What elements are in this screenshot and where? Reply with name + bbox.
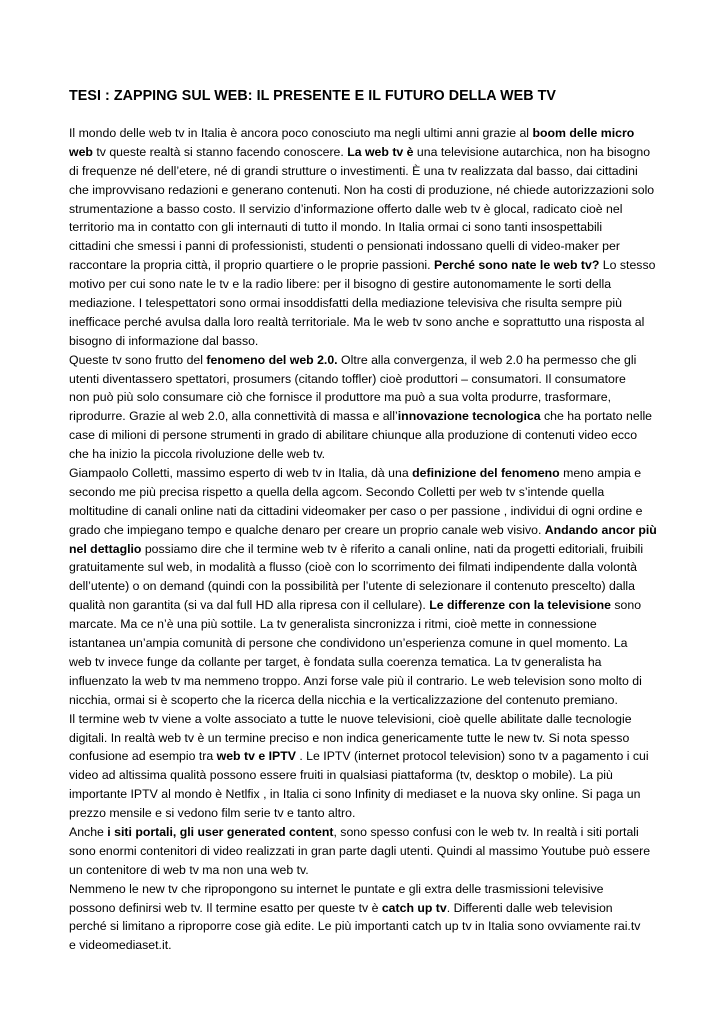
text-line (69, 275, 659, 294)
text-line (69, 162, 659, 181)
text-run: importante IPTV al mondo è Netlfix , in Italia ci sono Infinity di mediaset e la nuova sky online. Si paga un (69, 787, 641, 802)
text-run: che ha portato nelle (540, 409, 653, 424)
text-run: . Differenti dalle web television (446, 900, 613, 915)
text-run: secondo me più precisa rispetto a quella della agcom. Secondo Colletti per web tv s’intende quella (69, 484, 605, 499)
text-line (69, 502, 659, 521)
text-run: Il mondo delle web tv in Italia è ancora poco conosciuto ma negli ultimi anni grazie al (69, 126, 533, 140)
text-line (69, 615, 659, 634)
bold-text: i siti portali, gli user generated content (107, 824, 334, 839)
text-run: utenti diventassero spettatori, prosumers (citando toffler) cioè produttori – consumatori. Il consumatore (69, 371, 626, 386)
text-line (69, 445, 659, 464)
text-line (69, 332, 659, 351)
text-run: bisogno di informazione dal basso. (69, 333, 259, 348)
bold-text: innovazione tecnologica (397, 409, 541, 424)
text-line (69, 766, 659, 785)
text-run: , sono spesso confusi con le web tv. In realtà i siti portali (333, 824, 639, 839)
text-run: una televisione autarchica, non ha bisogno (413, 144, 651, 159)
text-run: dell’utente) o on demand (quindi con la possibilità per l’utente di selezionare il contenuto prescelto) dalla (69, 579, 636, 594)
text-run: digitali. In realtà web tv è un termine preciso e non indica genericamente tutte le new tv. Si nota spesso (69, 730, 630, 745)
bold-text: nel dettaglio (69, 541, 142, 556)
text-run: moltitudine di canali online nati da cittadini videomaker per caso o per passione , individui di ogni ordine e (69, 503, 643, 518)
text-line (69, 691, 659, 710)
text-line (69, 521, 659, 540)
text-run: prezzo mensile e si vedono film serie tv e tanto altro. (69, 806, 356, 821)
text-run: di frequenze né dell’etere, né di grandi strutture o investimenti. È una tv realizzata dal basso, dai cittadini (69, 163, 638, 178)
text-line (69, 540, 659, 559)
bold-text: catch up tv (381, 900, 447, 915)
text-run: istantanea un’ampia comunità di persone che condividono un’esperienza comune in quel momento. La (69, 636, 628, 651)
text-line (69, 464, 659, 483)
text-line (69, 917, 659, 936)
text-line (69, 577, 659, 596)
text-run: sono (610, 598, 642, 613)
bold-text: web tv e IPTV (216, 749, 296, 764)
text-line (69, 729, 659, 748)
text-line (69, 596, 659, 615)
bold-text: web (69, 144, 93, 159)
bold-text: Perché sono nate le web tv? (434, 258, 600, 273)
text-line (69, 200, 659, 219)
text-run: raccontare la propria città, il proprio quartiere o le proprie passioni. (69, 258, 434, 273)
text-run: video ad altissima qualità possono essere fruiti in qualsiasi piattaforma (tv, desktop o mobile). La più (69, 768, 613, 783)
text-run: riprodurre. Grazie al web 2.0, alla connettività di massa e all’ (69, 409, 398, 424)
text-run: un contenitore di web tv ma non una web tv. (69, 862, 309, 877)
text-run: gratuitamente sul web, in modalità a flusso (cioè con lo scorrimento dei filmati indipendente dalla volontà (69, 560, 638, 575)
text-run: e videomediaset.it. (69, 938, 172, 953)
text-run: possono definirsi web tv. Il termine esatto per queste tv è (69, 900, 382, 915)
text-run: che ha inizio la piccola rivoluzione delle web tv. (69, 447, 326, 462)
text-run: strumentazione a basso costo. Il servizio d’informazione offerto dalle web tv è glocal, radicato cioè nel (69, 201, 623, 216)
text-run: che improvvisano redazioni e generano contenuti. Non ha costi di produzione, né chiede autorizzazioni solo (69, 182, 655, 197)
document-title: TESI : ZAPPING SUL WEB: IL PRESENTE E IL FUTURO DELLA WEB TV (69, 88, 556, 104)
text-line (69, 483, 659, 502)
text-line (69, 880, 659, 899)
text-line (69, 634, 659, 653)
text-line (69, 861, 659, 880)
text-run: Lo stesso (599, 258, 656, 273)
text-run: case di milioni di persone strumenti in grado di abilitare chiunque alla produzione di contenuti video ecco (69, 428, 638, 443)
text-line (69, 313, 659, 332)
text-run: inefficace perché avulsa dalla loro realtà territoriale. Ma le web tv sono anche e soprattutto una risposta al (69, 314, 645, 329)
text-line (69, 256, 659, 275)
bold-text: La web tv è (347, 144, 414, 159)
text-run: confusione ad esempio tra (69, 749, 217, 764)
text-run: Il termine web tv viene a volte associato a tutte le nuove televisioni, cioè quelle abilitate dalle tecnologie (69, 711, 632, 726)
bold-text: boom delle micro (532, 126, 635, 140)
text-run: Queste tv sono frutto del (69, 352, 207, 367)
text-run: motivo per cui sono nate le tv e la radio libere: per il bisogno di gestire autonomamente le sorti della (69, 277, 612, 292)
text-run: . Le IPTV (internet protocol television) sono tv a pagamento i cui (295, 749, 649, 764)
text-run: influenzato la web tv ma nemmeno troppo. Anzi forse vale più il contrario. Le web television sono molto di (69, 673, 642, 688)
text-line (69, 351, 659, 370)
bold-text: Andando ancor più (544, 522, 657, 537)
text-line (69, 936, 659, 955)
text-run: cittadini che smessi i panni di professionisti, studenti o pensionati indossano quelli di video-maker per (69, 239, 620, 254)
text-line (69, 218, 659, 237)
text-line (69, 653, 659, 672)
text-run: qualità non garantita (si va dal full HD alla ripresa con il cellulare). (69, 598, 430, 613)
text-run: marcate. Ma ce n’è una più sottile. La tv generalista sincronizza i ritmi, cioè mette in connessione (69, 617, 597, 632)
text-line (69, 181, 659, 200)
text-line (69, 710, 659, 729)
text-line (69, 823, 659, 842)
text-run: nicchia, ormai si è scoperto che la ricerca della nicchia e la verticalizzazione del contenuto premiano. (69, 692, 618, 707)
text-run: perché si limitano a riproporre cose già edite. Le più importanti catch up tv in Italia sono ovviamente rai.tv (69, 919, 641, 934)
text-run: Oltre alla convergenza, il web 2.0 ha permesso che gli (337, 352, 637, 367)
bold-text: definizione del fenomeno (412, 466, 560, 481)
text-run: Giampaolo Colletti, massimo esperto di web tv in Italia, dà una (69, 466, 413, 481)
text-run: mediazione. I telespettatori sono ormai insoddisfatti della mediazione televisiva che risulta sempre più (69, 296, 622, 311)
text-run: non può più solo consumare ciò che fornisce il produttore ma può a sua volta produrre, trasformare, (69, 390, 612, 405)
text-line (69, 294, 659, 313)
text-line (69, 407, 659, 426)
text-run: meno ampia e (559, 466, 642, 481)
text-line (69, 388, 659, 407)
text-line (69, 804, 659, 823)
text-line (69, 899, 659, 918)
text-line (69, 672, 659, 691)
text-line (69, 842, 659, 861)
text-line (69, 558, 659, 577)
text-run: web tv invece funge da collante per target, è fondata sulla coerenza tematica. La tv generalista ha (69, 654, 602, 669)
text-line (69, 426, 659, 445)
document-page (69, 86, 659, 955)
document-body (69, 124, 659, 955)
text-run: territorio ma in contatto con gli internauti di tutto il mondo. In Italia ormai ci sono tanti insospettabili (69, 220, 603, 235)
text-line (69, 237, 659, 256)
bold-text: Le differenze con la televisione (429, 598, 611, 613)
text-run: sono enormi contenitori di video realizzati in gran parte dagli utenti. Quindi al massimo Youtube può essere (69, 843, 651, 858)
text-run: Nemmeno le new tv che ripropongono su internet le puntate e gli extra delle trasmissioni televisive (69, 881, 604, 896)
text-run: tv queste realtà si stanno facendo conoscere. (92, 144, 348, 159)
text-run: possiamo dire che il termine web tv è riferito a canali online, nati da progetti editoriali, fruibili (141, 541, 644, 556)
text-line (69, 747, 659, 766)
text-line (69, 785, 659, 804)
text-line (69, 143, 659, 162)
text-run: grado che impiegano tempo e qualche denaro per creare un proprio canale web visivo. (69, 522, 545, 537)
text-line (69, 124, 659, 143)
text-run: Anche (69, 824, 108, 839)
text-line (69, 370, 659, 389)
bold-text: fenomeno del web 2.0. (206, 352, 338, 367)
